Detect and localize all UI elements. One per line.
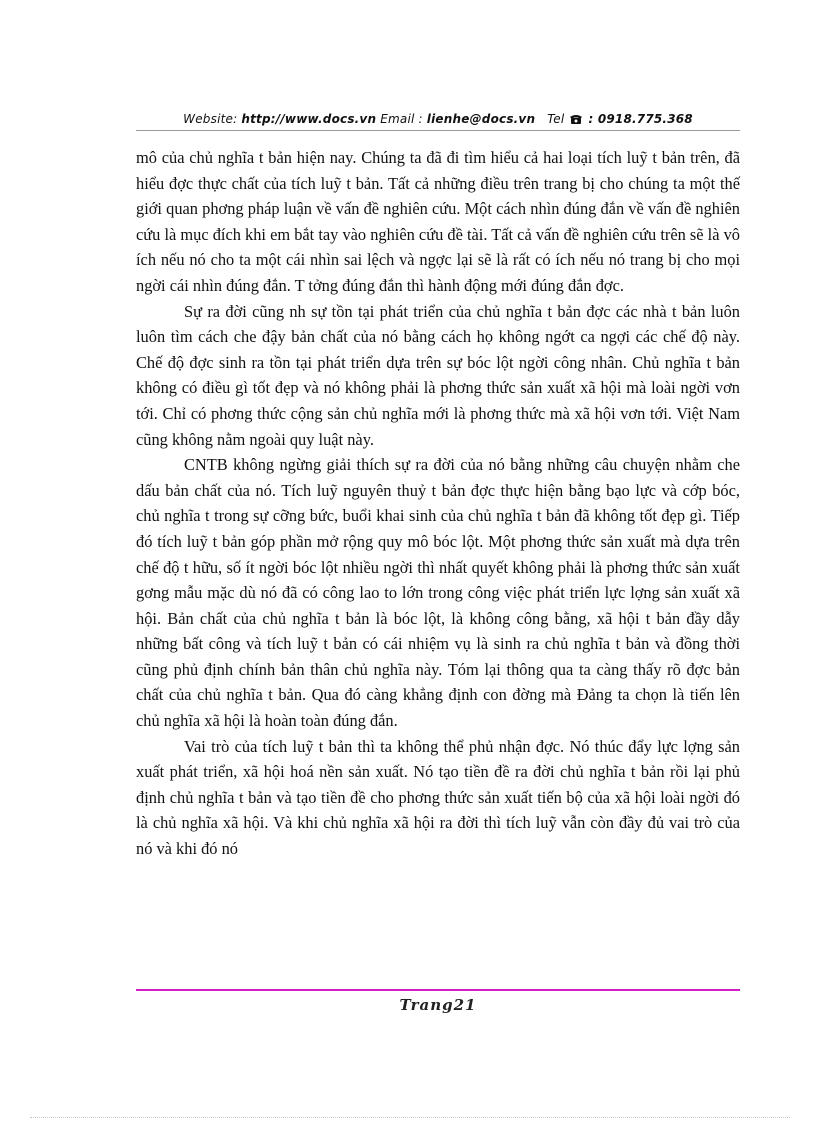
paragraph: Sự ra đời cũng nh sự tồn tại phát triển của chủ nghĩa t bản đợc các nhà t bản luôn luôn tìm cách che đậy bản chất của nó bằng cách họ không ngớt ca ngợi các chế độ này. Chế độ đợc sinh ra tồn tại phát triển dựa trên sự bóc lột ngời công nhân. Chủ nghĩa t bản không có điều gì tốt đẹp và nó không phải là phơng thức sản xuất xã hội mà loài ngời vơn tới. Chỉ có phơng thức cộng sản chủ nghĩa mới là phơng thức mà xã hội vơn tới. Việt Nam cũng không nằm ngoài quy luật này. [136, 301, 740, 449]
phone-number: : 0918.775.368 [588, 112, 693, 126]
paragraph: CNTB không ngừng giải thích sự ra đời của nó bằng những câu chuyện nhằm che dấu bản chất của nó. Tích luỹ nguyên thuỷ t bản đợc thực hiện bằng bạo lực và cớp bóc, chủ nghĩa t trong sự cỡng bức, buổi khai sinh của chủ nghĩa t bản đã không tốt đẹp gì. Tiếp đó tích luỹ t bản góp phần mở rộng quy mô bóc lột. Một phơng thức sản xuất mà dựa trên chế độ t hữu, số ít ngời bóc lột nhiều ngời thì nhất quyết không phải là phơng thức sản xuất gơng mẫu mặc dù nó đã có công lao to lớn trong công việc phát triển lực lợng sản xuất xã hội. Bản chất của chủ nghĩa t bản là bóc lột, là không công bằng, xã hội t bản đầy dẫy những bất công và tích luỹ t bản có cái nhiệm vụ là sinh ra chủ nghĩa t bản và đồng thời cũng phủ định chính bản thân chủ nghĩa này. Tóm lại thông qua ta càng thấy rõ đợc bản chất của chủ nghĩa t bản. Qua đó càng khẳng định con đờng mà Đảng ta chọn là tiến lên chủ nghĩa xã hội là hoàn toàn đúng đắn. [136, 455, 740, 731]
website-url[interactable]: http://www.docs.vn [241, 112, 377, 126]
phone-icon [570, 114, 582, 124]
header-divider [136, 130, 740, 131]
page-bottom-border [30, 1117, 790, 1118]
paragraph: mô của chủ nghĩa t bản hiện nay. Chúng ta đã đi tìm hiểu cả hai loại tích luỹ t bản trên, đã hiểu đợc thực chất của tích luỹ t bản. Tất cả những điều trên trang bị cho chúng ta một thế giới quan phơng pháp luận về vấn đề nghiên cứu. Một cách nhìn đúng đắn về vấn đề nghiên cứu là mục đích khi em bắt tay vào nghiên cứu đề tài. Tất cả vấn đề nghiên cứu trên sẽ là vô ích nếu nó cho ta một cái nhìn sai lệch và ngợc lại sẽ là rất có ích nếu nó trang bị cho mọi ngời cái nhìn đúng đắn. T tởng đúng đắn thì hành động mới đúng đắn đợc. [136, 148, 740, 295]
footer-divider [136, 989, 740, 991]
page-number: Trang21 [399, 996, 477, 1014]
body-text [136, 145, 740, 862]
page-header [136, 112, 740, 126]
email-address[interactable]: lienhe@docs.vn [426, 112, 536, 126]
email-label: Email : [380, 112, 423, 126]
tel-label: Tel [547, 112, 565, 126]
website-label: Website: [183, 112, 238, 126]
paragraph: Vai trò của tích luỹ t bản thì ta không thể phủ nhận đợc. Nó thúc đẩy lực lợng sản xuất phát triển, xã hội hoá nền sản xuất. Nó tạo tiền đề ra đời chủ nghĩa t bản rồi lại phủ định chủ nghĩa t bản và tạo tiền đề cho phơng thức sản xuất tiến bộ của xã hội loài ngời đó là chủ nghĩa xã hội. Và khi chủ nghĩa xã hội ra đời thì tích luỹ vẫn còn đầy đủ vai trò của nó và khi đó nó [136, 736, 740, 859]
